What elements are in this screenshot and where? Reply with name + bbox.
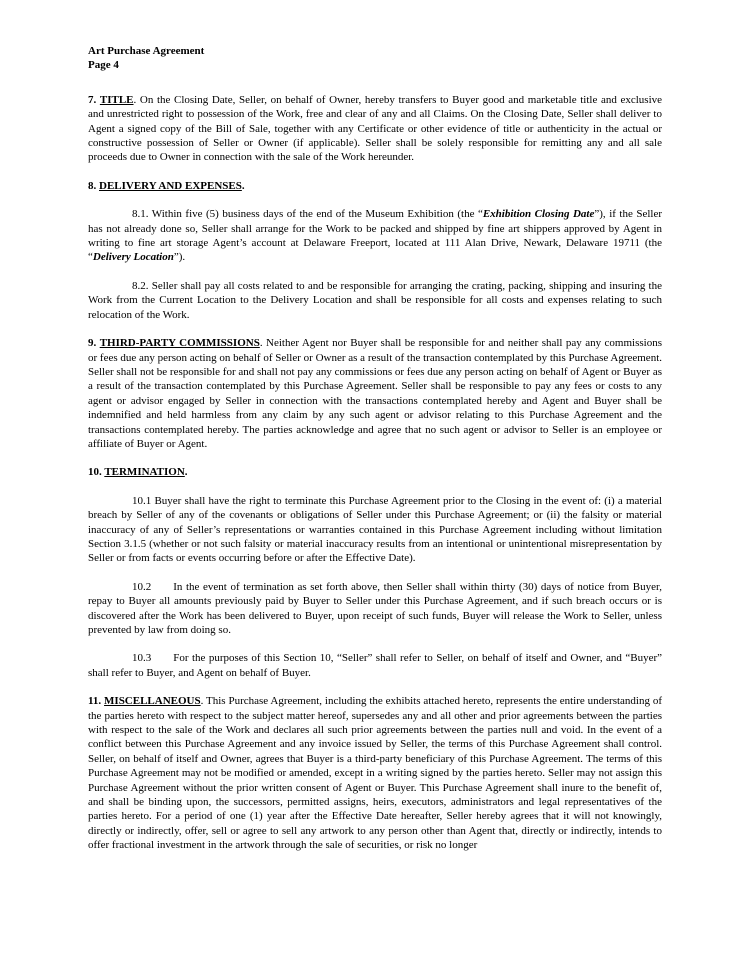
section-9-title: THIRD-PARTY COMMISSIONS bbox=[99, 337, 260, 350]
section-9 bbox=[88, 336, 662, 451]
section-8-number: 8. bbox=[88, 179, 97, 192]
section-10-2-text: In the event of termination as set forth above, then Seller shall within thirty (30) days of notice from Buyer, repay to Buyer all amounts previously paid by Buyer to Seller under this Purchase Agreement, and if such breach occurs or is discovered after the Work has been delivered to Buyer, upon receipt of such funds, Buyer will release the Work to Seller, unless prevented by law from doing so. bbox=[88, 580, 662, 636]
section-10-2 bbox=[88, 580, 662, 638]
section-7-number: 7. bbox=[88, 93, 97, 106]
section-10-1: 10.1 Buyer shall have the right to terminate this Purchase Agreement prior to the Closing in the event of: (i) a material breach by Seller of any of the covenants or obligations of Seller under this Purchase Agreement; or (ii) the falsity or material inaccuracy of any of Seller’s representations or warranties contained in this Purchase Agreement including without limitation Section 3.1.5 (whether or not such falsity or material inaccuracy results from an intentional or unintentional misrepresentation by Seller or from facts or events occurring before or after the Effective Date). bbox=[88, 494, 662, 565]
page-number: Page 4 bbox=[88, 59, 119, 72]
section-8-1-text-c: ”). bbox=[173, 251, 186, 264]
section-10-2-number: 10.2 bbox=[132, 580, 152, 593]
section-10-number: 10. bbox=[88, 466, 102, 479]
section-11-body: . This Purchase Agreement, including the exhibits attached hereto, represents the entire understanding of the parties hereto with respect to the subject matter hereof, supersedes any and all other and prior agreements between the parties with respect to the sale of the Work and declares all such prior agreements between the parties null and void. In the event of a conflict between this Purchase Agreement and any invoice issued by Seller, the terms of this Purchase Agreement shall control. Seller, on behalf of itself and Owner, agrees that Buyer is a third-party beneficiary of this Purchase Agreement. The terms of this Purchase Agreement may not be modified or amended, except in a writing signed by the parties hereto. Seller may not assign this Purchase Agreement without the prior written consent of Agent or Buyer. This Purchase Agreement shall inure to the benefit of, and shall be binding upon, the successors, permitted assigns, heirs, executors, administrators and legal representatives of the parties hereto. For a period of one (1) year after the Effective Date hereafter, Seller hereby agrees that it will not knowingly, directly or indirectly, offer, sell or agree to sell any artwork to any person other than Agent that, directly or indirectly, intends to offer fractional investment in the artwork through the sale of securities, or risk no longer bbox=[88, 695, 663, 852]
section-10-3-number: 10.3 bbox=[132, 652, 152, 665]
section-9-number: 9. bbox=[88, 337, 97, 350]
section-9-body: . Neither Agent nor Buyer shall be responsible for and neither shall pay any commissions or fees due any person acting on behalf of Seller or Owner as a result of the transaction contemplated by this Purchase Agreement. Seller shall not be responsible for and shall not pay any commissions or fees due any person acting on behalf of Agent or Buyer as a result of the transaction contemplated by this Purchase Agreement. Seller shall be responsible to pay any fees or costs to any agent or advisor engaged by Seller in connection with the transactions contemplated hereby and Agent and Buyer shall be indemnified and held harmless from any claim by any such agent or advisor relating to this Purchase Agreement and the transactions contemplated hereby. The parties acknowledge and agree that no such agent or advisor to Seller is an employee or affiliate of Buyer or Agent. bbox=[88, 337, 662, 450]
section-11-title: MISCELLANEOUS bbox=[104, 695, 201, 708]
section-8-1-text-b: ”), if the Seller has not already done so, Seller shall arrange for the Work to be packed and shipped by fine art shippers approved by Agent in writing to fine art storage Agent’s account at Delaware Freeport, located at 111 Alan Drive, Newark, Delaware 19711 (the “ bbox=[88, 208, 663, 264]
section-10-3-text: For the purposes of this Section 10, “Seller” shall refer to Seller, on behalf of itself and Owner, and “Buyer” shall refer to Buyer, and Agent on behalf of Buyer. bbox=[88, 652, 662, 679]
document-page bbox=[88, 44, 662, 867]
defined-term-delivery-location: Delivery Location bbox=[92, 251, 174, 264]
section-7-title: TITLE bbox=[99, 93, 134, 106]
section-11-number: 11. bbox=[88, 695, 102, 708]
section-8-heading bbox=[88, 179, 662, 193]
document-title: Art Purchase Agreement bbox=[88, 45, 205, 57]
section-7 bbox=[88, 93, 662, 165]
section-8-2: 8.2. Seller shall pay all costs related to and be responsible for arranging the crating, packing, shipping and insuring the Work from the Current Location to the Delivery Location and shall be responsible for all costs and expenses relating to such relocation of the Work. bbox=[88, 279, 662, 321]
section-10-title: TERMINATION bbox=[104, 466, 185, 479]
section-8-title: DELIVERY AND EXPENSES bbox=[99, 179, 242, 192]
section-8-1-text-a: 8.1. Within five (5) business days of the end of the Museum Exhibition (the “ bbox=[132, 208, 483, 221]
section-7-body: . On the Closing Date, Seller, on behalf of Owner, hereby transfers to Buyer good and marketable title and exclusive and unrestricted right to possession of the Work, free and clear of any and all Claims. On the Closing Date, Seller shall deliver to Agent a signed copy of the Bill of Sale, together with any Certificate or other evidence of title or authenticity in the actual or constructive possession of Seller or Owner (if applicable). Seller shall be solely responsible for remitting any and all sale proceeds due to Owner in connection with the sale of the Work hereunder. bbox=[88, 93, 663, 164]
section-8-1 bbox=[88, 207, 662, 265]
defined-term-exhibition-closing-date: Exhibition Closing Date bbox=[482, 208, 595, 221]
section-8-trail: . bbox=[241, 179, 245, 192]
section-10-heading bbox=[88, 465, 662, 479]
section-10-3 bbox=[88, 651, 662, 680]
section-11 bbox=[88, 694, 662, 852]
section-10-trail: . bbox=[184, 466, 188, 479]
